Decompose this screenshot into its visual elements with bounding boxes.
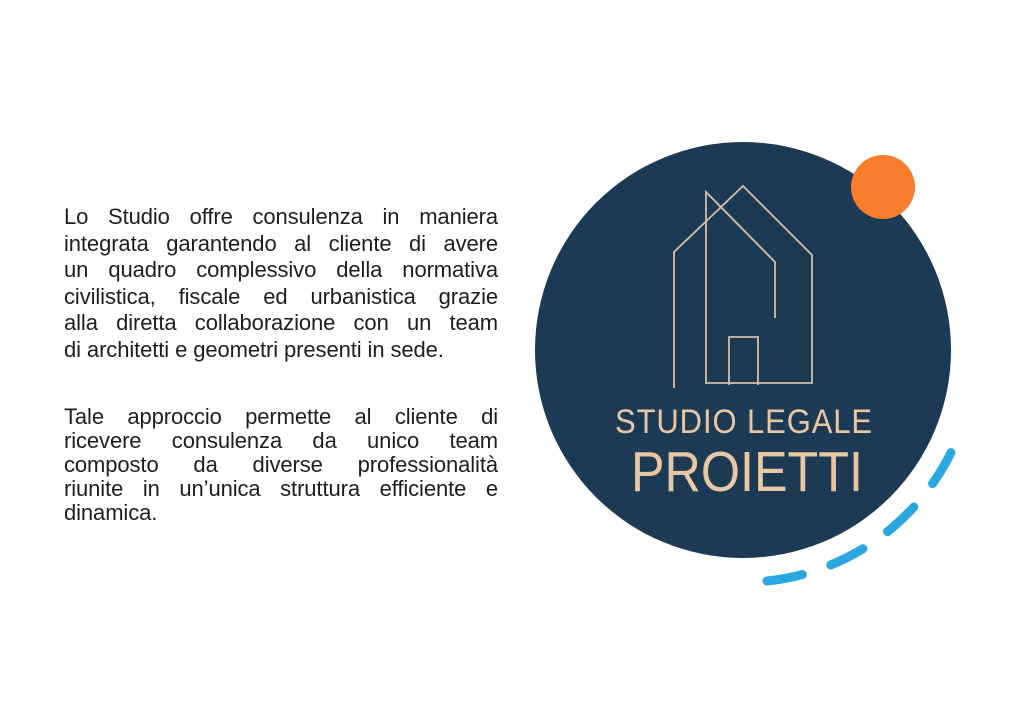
logo-text-proietti: PROIETTI (631, 440, 863, 504)
logo-text-studio-legale: STUDIO LEGALE (615, 403, 873, 441)
paragraph-line: un quadro complessivo della normativa (64, 257, 498, 282)
paragraph-line: integrata garantendo al cliente di avere (64, 230, 498, 256)
studio-legale-proietti-logo (500, 110, 980, 610)
paragraph-line: riunite in un’unica struttura efficiente e (64, 476, 498, 501)
paragraph-line: dinamica. (64, 500, 158, 525)
paragraph-line: Lo Studio offre consulenza in maniera (64, 204, 498, 229)
paragraph-line: alla diretta collaborazione con un team (64, 310, 498, 335)
paragraph-line: composto da diverse professionalità (64, 452, 498, 477)
intro-paragraph-2 (64, 405, 498, 525)
intro-paragraph-1 (64, 204, 498, 363)
orange-dot-accent (851, 155, 915, 219)
paragraph-line: civilistica, fiscale ed urbanistica grazie (64, 283, 498, 309)
paragraph-line: ricevere consulenza da unico team (64, 428, 498, 453)
paragraph-line: Tale approccio permette al cliente di (64, 404, 498, 429)
paragraph-line: di architetti e geometri presenti in sede. (64, 336, 444, 362)
